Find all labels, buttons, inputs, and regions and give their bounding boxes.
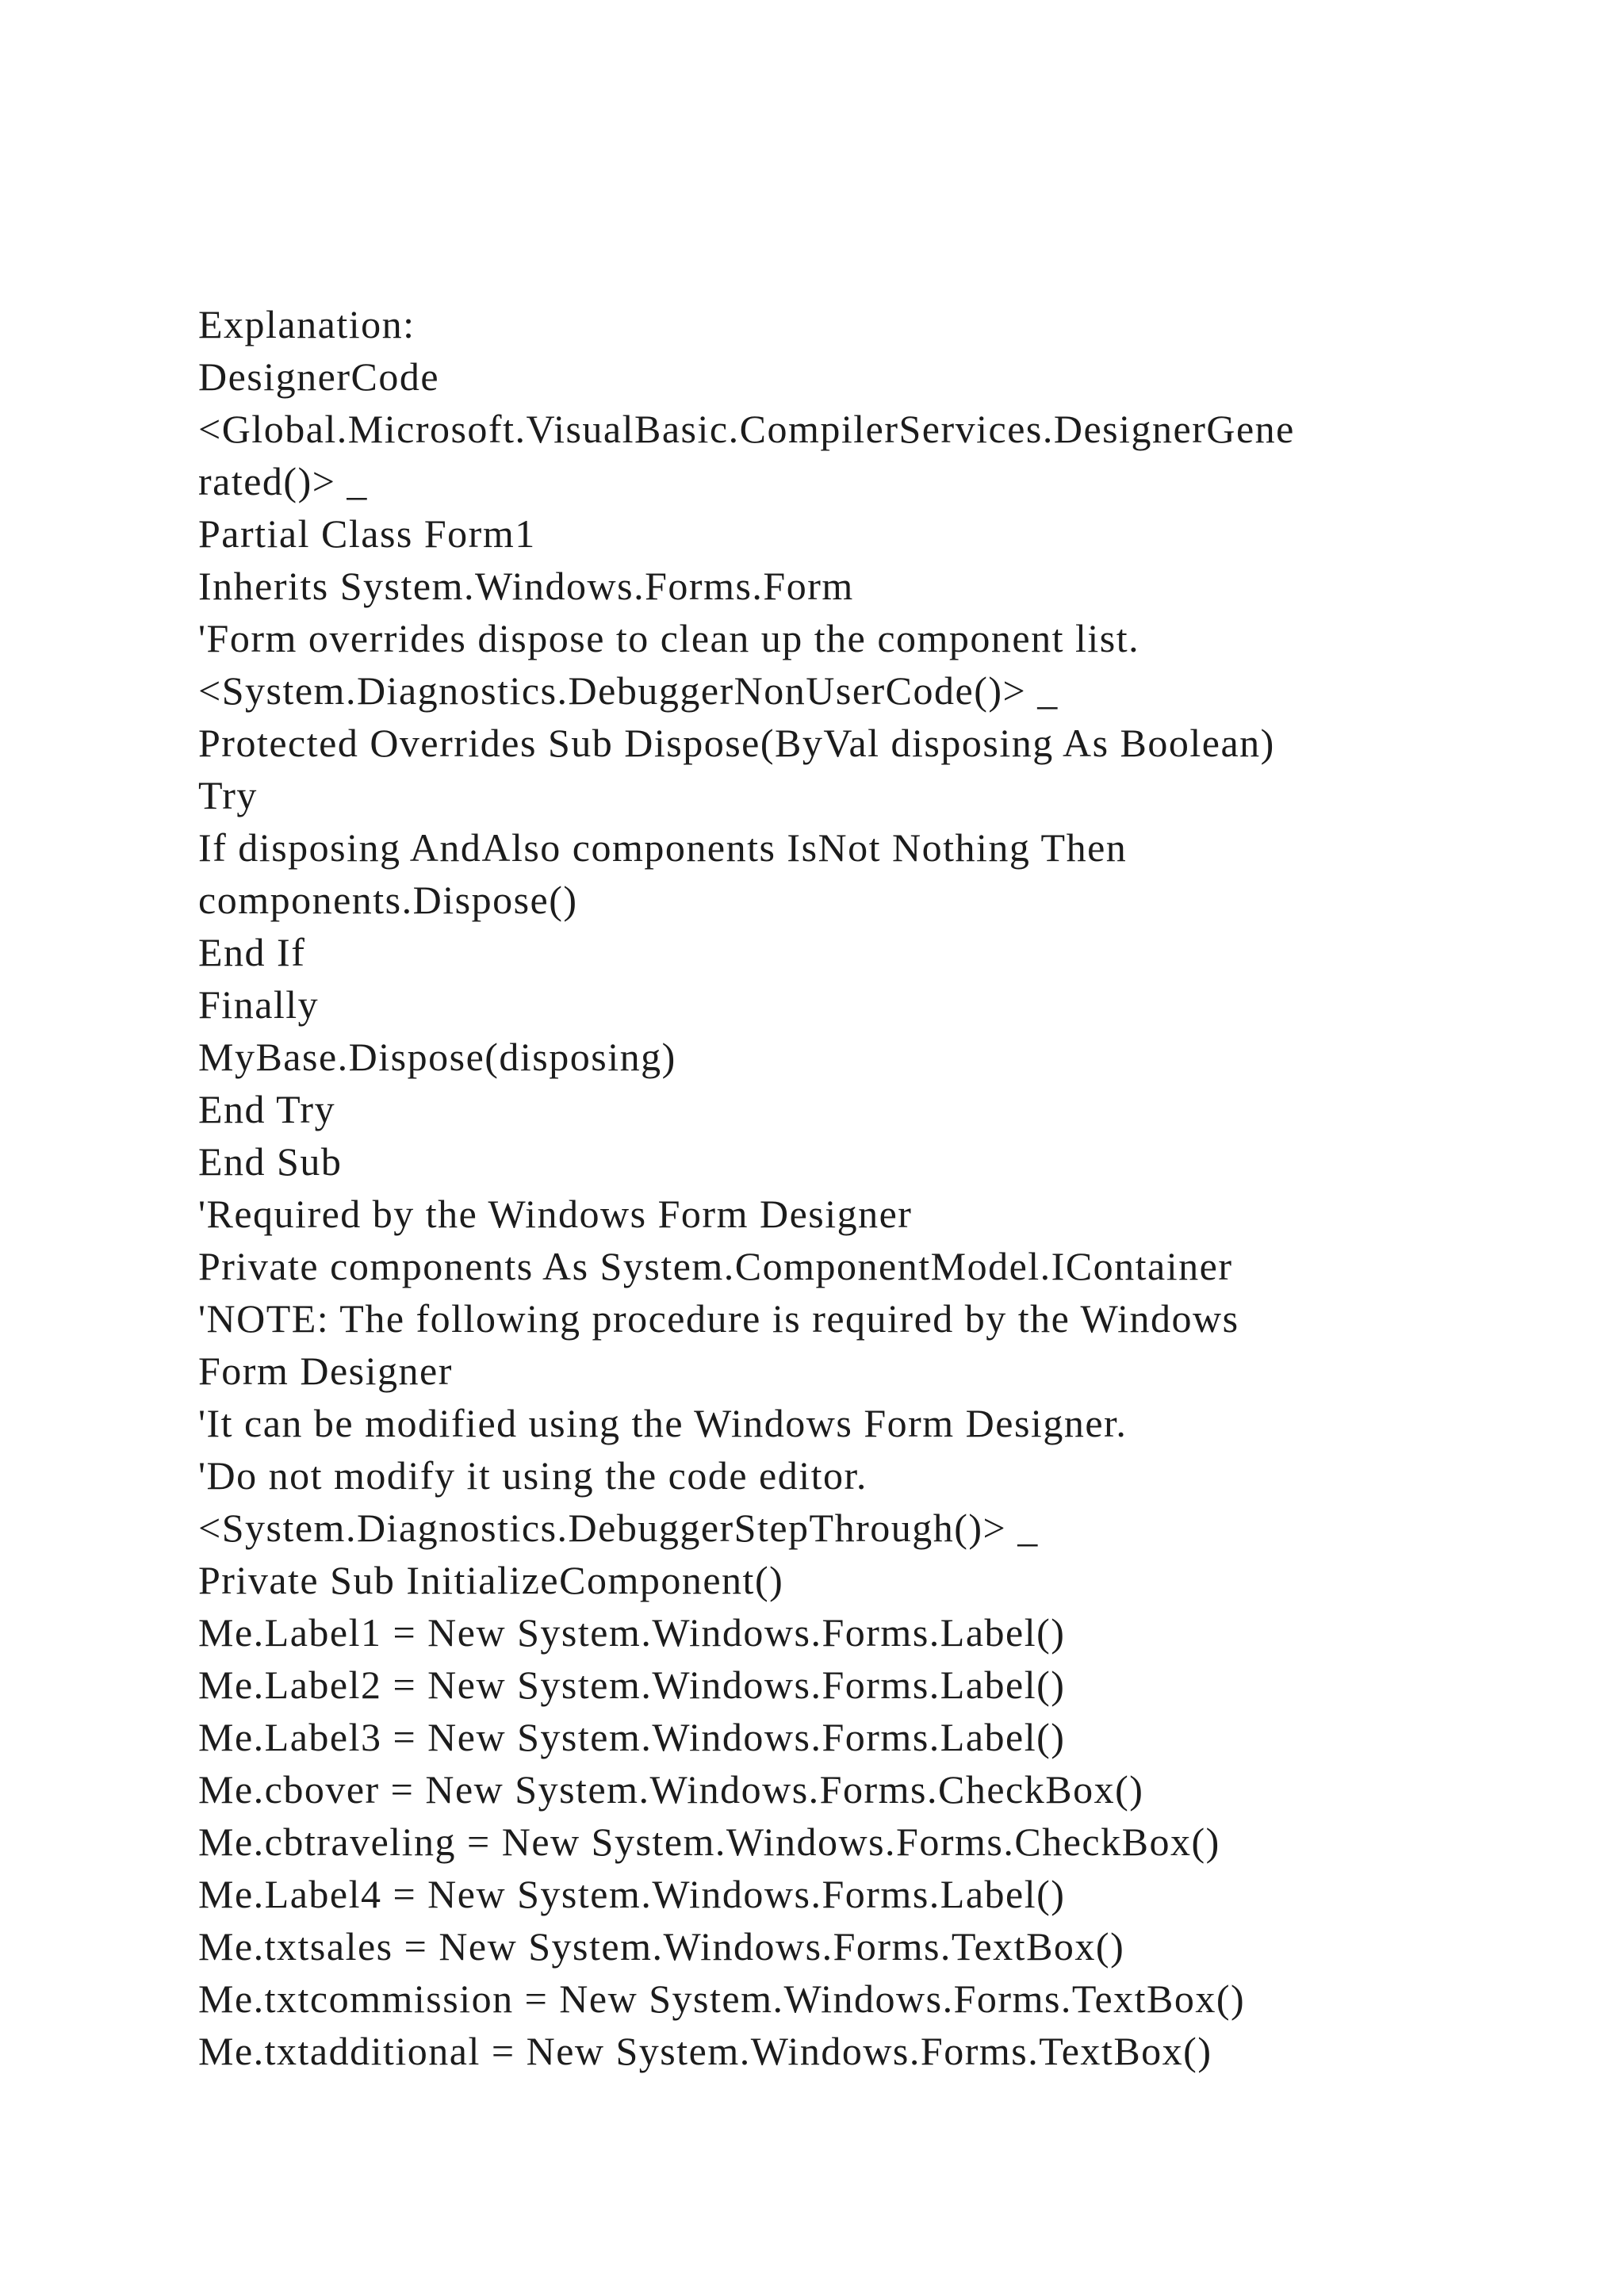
text-line: <Global.Microsoft.VisualBasic.CompilerServices.DesignerGene [198, 407, 1295, 451]
text-line: Inherits System.Windows.Forms.Form [198, 564, 854, 608]
text-line: Private components As System.ComponentModel.IContainer [198, 1244, 1233, 1288]
text-line: End Sub [198, 1139, 343, 1184]
text-line: Finally [198, 982, 320, 1027]
text-line: Me.Label2 = New System.Windows.Forms.Label() [198, 1663, 1066, 1707]
text-line: <System.Diagnostics.DebuggerNonUserCode()> _ [198, 668, 1059, 713]
text-line-heading: Explanation: [198, 302, 416, 346]
text-line: Me.Label4 = New System.Windows.Forms.Label() [198, 1872, 1066, 1916]
text-line: Me.Label1 = New System.Windows.Forms.Label() [198, 1610, 1066, 1655]
text-line: Me.cbtraveling = New System.Windows.Forms.CheckBox() [198, 1820, 1220, 1864]
text-line: End If [198, 930, 306, 974]
text-line: Me.Label3 = New System.Windows.Forms.Label() [198, 1715, 1066, 1759]
text-line: DesignerCode [198, 354, 440, 399]
text-line: Me.txtcommission = New System.Windows.Forms.TextBox() [198, 1976, 1246, 2021]
text-line: Me.cbover = New System.Windows.Forms.CheckBox() [198, 1767, 1144, 1812]
text-line: 'It can be modified using the Windows Form Designer. [198, 1401, 1128, 1445]
text-line: 'Required by the Windows Form Designer [198, 1192, 913, 1236]
text-line: Partial Class Form1 [198, 511, 536, 556]
text-line: End Try [198, 1087, 336, 1131]
document-text [198, 298, 1546, 2077]
text-line: 'NOTE: The following procedure is required by the Windows [198, 1296, 1239, 1341]
text-line: rated()> _ [198, 459, 368, 503]
text-line: 'Form overrides dispose to clean up the component list. [198, 616, 1140, 660]
text-line: <System.Diagnostics.DebuggerStepThrough()> _ [198, 1506, 1039, 1550]
text-line: Me.txtadditional = New System.Windows.Forms.TextBox() [198, 2029, 1212, 2073]
text-line: 'Do not modify it using the code editor. [198, 1453, 868, 1498]
text-line: Private Sub InitializeComponent() [198, 1558, 784, 1602]
text-line: MyBase.Dispose(disposing) [198, 1035, 676, 1079]
text-line: Try [198, 773, 258, 817]
text-line: components.Dispose() [198, 878, 578, 922]
text-line: Form Designer [198, 1349, 453, 1393]
text-line: Protected Overrides Sub Dispose(ByVal disposing As Boolean) [198, 721, 1275, 765]
text-line: Me.txtsales = New System.Windows.Forms.TextBox() [198, 1924, 1125, 1969]
text-line: If disposing AndAlso components IsNot Nothing Then [198, 825, 1128, 870]
